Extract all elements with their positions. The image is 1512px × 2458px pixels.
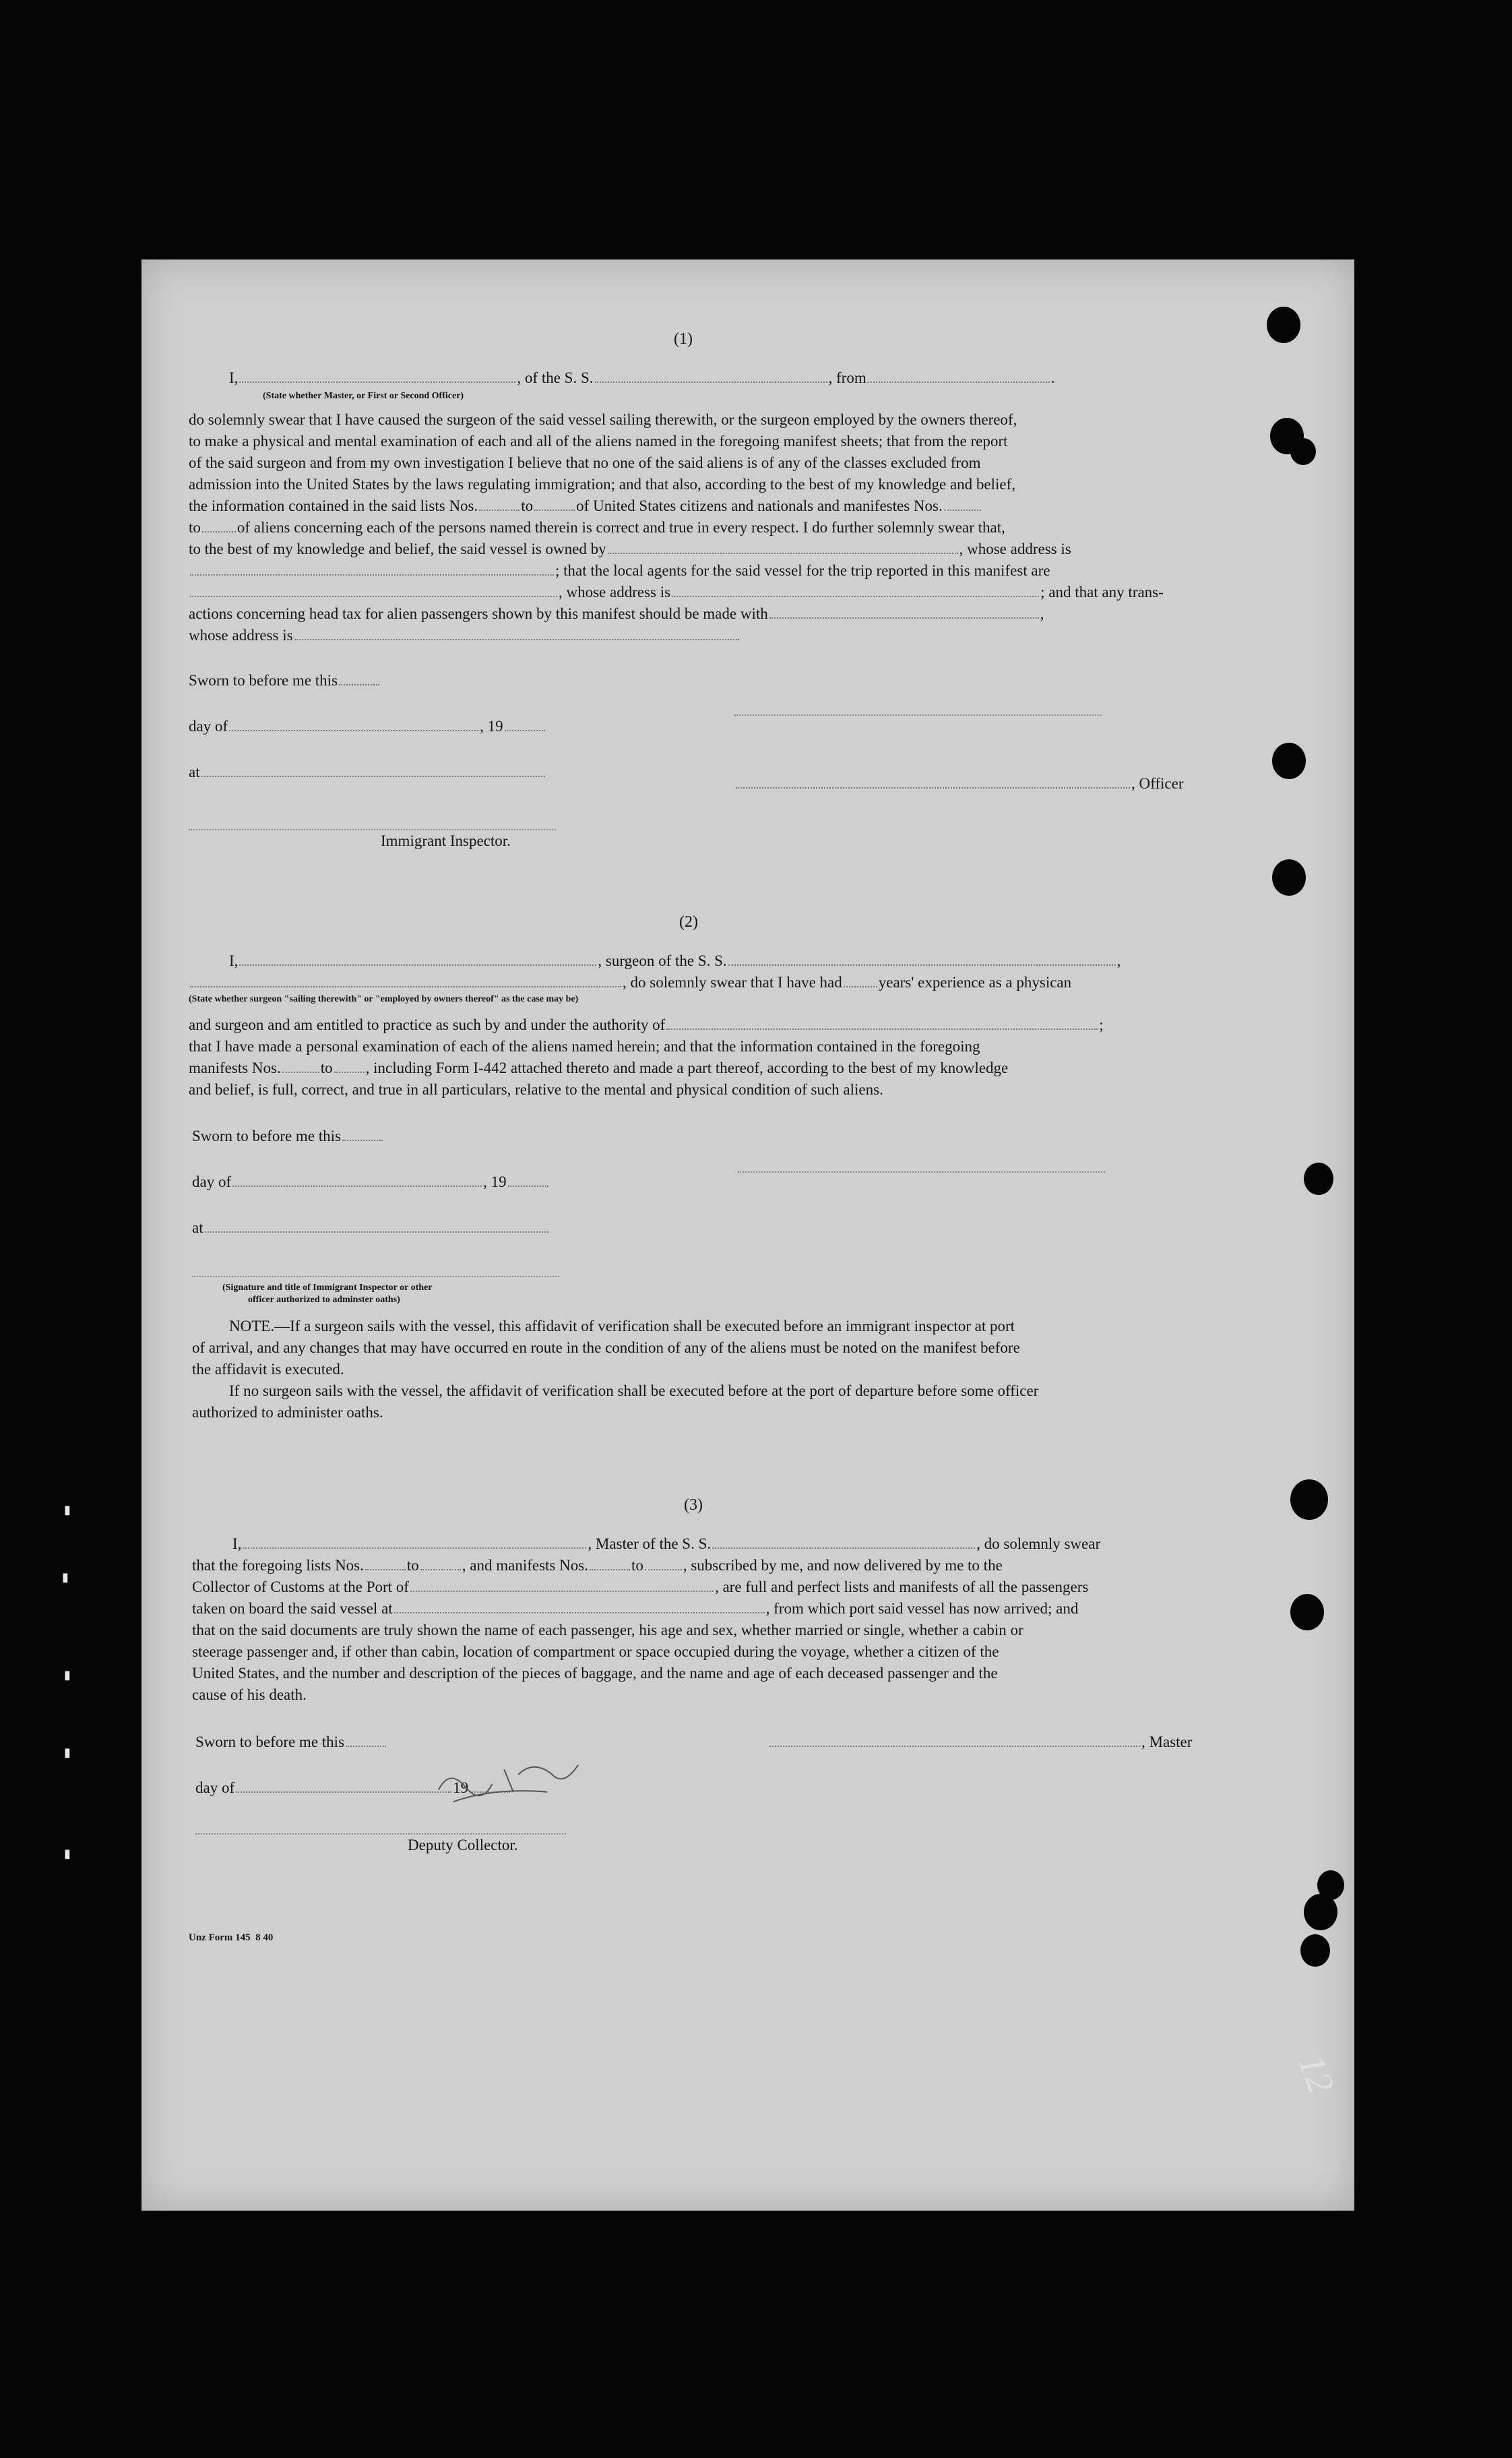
s3-collector-label: Deputy Collector.: [408, 1837, 518, 1853]
s1-line-1: I, , of the S. S. , from .: [229, 369, 1055, 386]
s2-sworn: Sworn to before me this: [192, 1128, 384, 1145]
s3-para-3: taken on board the said vessel at , from which port said vessel has now arrived; and: [192, 1600, 1079, 1617]
handwritten-stamp-mark: [429, 1746, 609, 1815]
s2-note-2: of arrival, and any changes that may have occurred en route in the condition of any of the aliens must be noted on the manifest before: [192, 1339, 1020, 1356]
s1-para-11: whose address is: [189, 627, 741, 644]
s2-capacity-note: (State whether surgeon "sailing therewith" or "employed by owners thereof" as the case may be): [189, 994, 579, 1004]
s1-officer: , Officer: [734, 775, 1183, 793]
s3-para-4: that on the said documents are truly shown the name of each passenger, his age and sex, whether married or single, whether a cabin or: [192, 1622, 1023, 1638]
film-edge-mark: ▮: [64, 1503, 71, 1516]
binder-hole: [1290, 438, 1316, 465]
binder-hole: [1272, 743, 1306, 779]
s1-day-of: day of , 19: [189, 718, 546, 735]
s1-para-5: the information contained in the said lists Nos. to of United States citizens and nationals and manifestes Nos.: [189, 497, 982, 515]
s1-at: at: [189, 764, 546, 781]
binder-hole: [1300, 1934, 1330, 1967]
s1-inspector-line: [189, 829, 556, 830]
s3-line-1: I, , Master of the S. S. , do solemnly swear: [232, 1535, 1101, 1552]
s2-inspector-line: [192, 1276, 559, 1277]
s2-para-3: manifests Nos. to , including Form I-442 attached thereto and made a part thereof, according to the best of my knowledge: [189, 1059, 1009, 1076]
s3-collector-line: [195, 1833, 566, 1835]
s2-para-1: and surgeon and am entitled to practice as such by and under the authority of ;: [189, 1016, 1104, 1033]
s2-note-1: NOTE.—If a surgeon sails with the vessel, this affidavit of verification shall be executed before an immigrant inspector at port: [229, 1318, 1015, 1334]
s1-para-7: to the best of my knowledge and belief, the said vessel is owned by , whose address is: [189, 541, 1071, 557]
s1-sworn: Sworn to before me this: [189, 672, 381, 689]
s3-para-7: cause of his death.: [192, 1686, 307, 1703]
s3-para-5: steerage passenger and, if other than cabin, location of compartment or space occupied during the voyage, whether a citizen of the: [192, 1643, 999, 1660]
section-3-heading: (3): [684, 1496, 703, 1514]
film-edge-mark: ▮: [64, 1847, 71, 1860]
s2-line-2: , do solemnly swear that I have had years' experience as a physican: [189, 974, 1071, 991]
corner-number: 12: [1290, 2049, 1342, 2099]
s3-master: , Master: [768, 1733, 1192, 1751]
s1-para-9: , whose address is ; and that any trans-: [189, 584, 1164, 601]
binder-hole: [1272, 859, 1306, 896]
s3-day-of: day of 19: [195, 1779, 511, 1797]
s1-para-6: to of aliens concerning each of the persons named therein is correct and true in every respect. I do further solemnly swear that,: [189, 519, 1005, 536]
s2-at: at: [192, 1219, 550, 1237]
binder-hole: [1290, 1479, 1328, 1520]
s1-para-2: to make a physical and mental examination of each and all of the aliens named in the foregoing manifest sheets; that from the report: [189, 433, 1008, 450]
s2-para-2: that I have made a personal examination of each of the aliens named herein; and that the information contained in the foregoing: [189, 1038, 980, 1055]
binder-hole: [1304, 1163, 1333, 1195]
s3-para-2: Collector of Customs at the Port of , are full and perfect lists and manifests of all the passengers: [192, 1578, 1089, 1595]
binder-hole: [1290, 1594, 1324, 1630]
form-number: Unz Form 145 8 40: [189, 1932, 274, 1943]
s1-para-1: do solemnly swear that I have caused the surgeon of the said vessel sailing therewith, or the surgeon employed by the owners thereof,: [189, 411, 1017, 428]
s1-inspector-label: Immigrant Inspector.: [381, 832, 511, 849]
film-edge-mark: ▮: [62, 1570, 69, 1584]
s2-note-4: If no surgeon sails with the vessel, the affidavit of verification shall be executed before at the port of departure before some officer: [229, 1382, 1039, 1399]
s1-signature-line: [734, 714, 1102, 716]
film-edge-mark: ▮: [64, 1668, 71, 1682]
s2-signature-line: [738, 1171, 1105, 1173]
s1-para-4: admission into the United States by the laws regulating immigration; and that also, according to the best of my knowledge and belief,: [189, 476, 1016, 493]
s2-note-5: authorized to administer oaths.: [192, 1404, 383, 1421]
s2-sig-note-1: (Signature and title of Immigrant Inspector or other: [222, 1283, 433, 1293]
s1-para-8: ; that the local agents for the said vessel for the trip reported in this manifest are: [189, 562, 1050, 580]
handwritten-mark-icon: [429, 1746, 608, 1811]
binder-hole: [1267, 307, 1300, 343]
s2-day-of: day of , 19: [192, 1173, 550, 1191]
manifest-affidavit-page: [141, 259, 1354, 2211]
s2-line-1: I, , surgeon of the S. S. ,: [229, 952, 1121, 969]
s3-para-6: United States, and the number and description of the pieces of baggage, and the name and age of each deceased passenger and the: [192, 1665, 998, 1682]
s1-rank-note: (State whether Master, or First or Second Officer): [263, 391, 464, 401]
s2-para-4: and belief, is full, correct, and true in all particulars, relative to the mental and physical condition of such aliens.: [189, 1081, 883, 1098]
s2-note-3: the affidavit is executed.: [192, 1361, 344, 1378]
s1-para-3: of the said surgeon and from my own investigation I believe that no one of the said aliens is of any of the classes excluded from: [189, 454, 981, 471]
section-2-heading: (2): [679, 913, 698, 931]
s3-sworn: Sworn to before me this: [195, 1733, 387, 1751]
s2-sig-note-2: officer authorized to adminster oaths): [248, 1295, 400, 1305]
s3-para-1: that the foregoing lists Nos. to , and manifests Nos. to , subscribed by me, and now delivered by me to the: [192, 1557, 1003, 1574]
s1-para-10: actions concerning head tax for alien passengers shown by this manifest should be made with ,: [189, 605, 1044, 622]
section-1-heading: (1): [674, 330, 693, 348]
film-edge-mark: ▮: [64, 1746, 71, 1759]
binder-hole: [1317, 1870, 1344, 1900]
